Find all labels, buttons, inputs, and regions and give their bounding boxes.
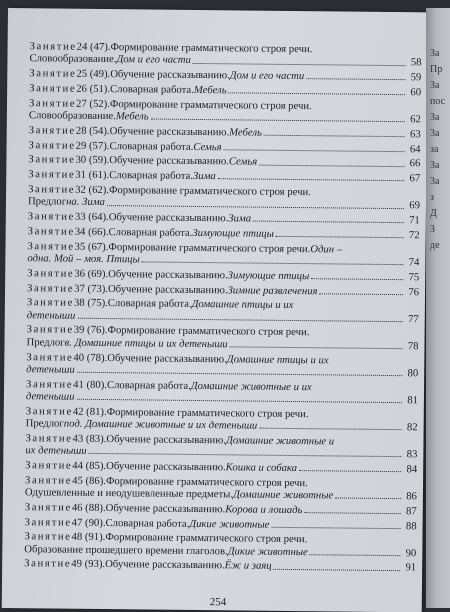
lesson-theme: Домашние птицы и их: [191, 298, 294, 312]
lesson-topic: Формирование грамматического строя речи.: [107, 324, 310, 339]
toc-entry: [27, 267, 419, 283]
toc-line: [25, 459, 417, 475]
lesson-topic: Формирование грамматического строя речи.: [109, 97, 312, 112]
side-fragment: з: [430, 192, 434, 203]
toc-entry: [27, 282, 419, 298]
dot-leader: [229, 93, 406, 96]
toc-line: [25, 516, 417, 532]
lesson-word: Занятие: [24, 515, 72, 529]
lesson-theme: Семья: [228, 155, 258, 168]
side-fragment: де: [430, 240, 440, 251]
lesson-number: 36 (69).: [74, 267, 109, 280]
dot-leader: [320, 293, 404, 295]
toc-entry: [26, 405, 418, 434]
lesson-word: Занятие: [24, 473, 73, 487]
side-fragment: 3а: [430, 128, 440, 139]
toc-entry: [25, 516, 417, 532]
toc-line: [25, 501, 417, 517]
toc-page-number: 82: [406, 421, 418, 434]
lesson-word: Занятие: [27, 210, 75, 223]
lesson-topic: Формирование грамматического строя речи.: [108, 184, 311, 199]
lesson-theme: Корова и лошадь: [225, 503, 303, 516]
lesson-word: Занятие: [25, 432, 73, 445]
lesson-theme: под. Домашние животные и их детеныши: [63, 417, 258, 432]
lesson-word: Занятие: [25, 404, 73, 418]
lesson-topic: Предлог: [27, 195, 67, 208]
lesson-theme: Мебель: [193, 83, 227, 97]
lesson-topic: Формирование грамматического строя речи.: [105, 531, 308, 546]
lesson-number: 28 (54).: [75, 124, 110, 137]
lesson-topic: Обучение рассказыванию.: [106, 432, 227, 447]
lesson-theme: Мебель: [229, 126, 262, 139]
lesson-number: 45 (86).: [72, 474, 107, 487]
lesson-topic: Обучение рассказыванию.: [106, 459, 226, 474]
lesson-number: 49 (93).: [71, 558, 106, 571]
lesson-topic: Словарная работа.: [107, 297, 192, 311]
dot-leader: [310, 554, 401, 556]
lesson-theme: детеныши: [25, 390, 75, 403]
side-fragment: пос: [430, 96, 446, 107]
toc-page-number: 69: [409, 199, 421, 212]
lesson-topic: Обучение рассказыванию.: [105, 501, 226, 516]
lesson-topic: Словообразование.: [29, 52, 117, 66]
lesson-theme: Зима: [228, 212, 252, 225]
book-page: [2, 8, 428, 612]
lesson-theme: Мебель: [115, 110, 149, 123]
dot-leader: [76, 399, 401, 403]
dot-leader: [259, 428, 401, 430]
lesson-number: 26 (51).: [76, 82, 111, 95]
lesson-number: 34 (66).: [74, 225, 109, 238]
dot-leader: [306, 79, 405, 81]
dot-leader: [77, 372, 402, 376]
lesson-theme: Зимующие птицы: [227, 269, 310, 282]
lesson-number: 30 (59).: [75, 154, 110, 167]
lesson-word: Занятие: [28, 153, 76, 167]
lesson-theme: Зимние развлечения: [227, 283, 318, 297]
lesson-number: 31 (61).: [75, 168, 110, 182]
toc-line: [28, 210, 420, 226]
lesson-word: Занятие: [26, 377, 74, 391]
toc-line: [28, 225, 420, 241]
lesson-theme: Зима: [192, 170, 216, 183]
toc-page-number: 64: [409, 142, 421, 155]
dot-leader: [264, 135, 405, 137]
lesson-number: 38 (75).: [73, 297, 108, 310]
lesson-word: Занятие: [28, 124, 76, 137]
lesson-number: 32 (62).: [75, 183, 110, 197]
toc-entry: [29, 124, 421, 140]
toc-entry: [29, 67, 421, 83]
lesson-theme: Кошка и собака: [225, 461, 298, 474]
toc-line: [28, 168, 420, 184]
dot-leader: [311, 278, 403, 280]
toc-entry: [26, 351, 418, 380]
toc-entry: [29, 82, 421, 98]
toc-entry: [25, 501, 417, 517]
table-of-contents: [24, 40, 422, 576]
lesson-topic: Обучение рассказыванию.: [109, 154, 229, 168]
toc-line: [29, 67, 421, 83]
lesson-theme: Домашние животные и их: [190, 379, 312, 393]
lesson-number: 44 (85).: [72, 459, 107, 472]
lesson-number: 43 (83).: [72, 432, 107, 445]
lesson-number: 33 (64).: [74, 210, 109, 224]
toc-page-number: 63: [409, 127, 421, 141]
lesson-topic: Словарная работа.: [106, 378, 191, 392]
lesson-topic: Словарная работа.: [109, 169, 194, 183]
lesson-topic: Обучение рассказыванию.: [108, 211, 229, 225]
lesson-theme: одна. Мой – моя. Птицы: [27, 252, 140, 266]
toc-page-number: 75: [408, 270, 420, 284]
lesson-theme: в. Домашние птицы и их детеныши: [64, 336, 228, 351]
lesson-theme: Дом и его части: [116, 53, 191, 67]
side-fragment: За: [430, 80, 440, 91]
toc-entry: [24, 558, 416, 574]
toc-page-number: 62: [410, 113, 421, 126]
toc-line: [29, 82, 421, 98]
side-fragment: За: [430, 160, 440, 171]
lesson-theme: Зимующие птицы: [192, 226, 274, 240]
lesson-word: Занятие: [27, 239, 75, 253]
toc-entry: [24, 531, 416, 560]
lesson-word: Занятие: [24, 530, 72, 544]
lesson-word: Занятие: [26, 296, 75, 310]
toc-page-number: 80: [407, 367, 419, 380]
lesson-word: Занятие: [26, 350, 74, 364]
lesson-word: Занятие: [28, 183, 76, 196]
adjacent-page-edge: [426, 8, 450, 608]
toc-line: [28, 154, 420, 170]
lesson-theme: Дом и его части: [229, 69, 305, 83]
toc-page-number: 87: [406, 504, 417, 518]
lesson-word: Занятие: [29, 40, 77, 53]
toc-page-number: 76: [408, 285, 420, 298]
toc-page-number: 88: [405, 519, 417, 532]
dot-leader: [89, 453, 402, 457]
toc-entry: [28, 225, 420, 241]
lesson-theme: Ёж и заяц: [224, 559, 272, 573]
lesson-theme: их детеныши: [25, 444, 87, 457]
lesson-topic: Предлог: [25, 417, 64, 430]
lesson-word: Занятие: [28, 96, 77, 110]
toc-line: [24, 558, 416, 574]
lesson-word: Занятие: [25, 459, 73, 472]
lesson-word: Занятие: [29, 67, 77, 80]
toc-entry: [27, 297, 419, 326]
lesson-word: Занятие: [28, 138, 76, 152]
lesson-topic: Формирование грамматического строя речи.: [106, 405, 309, 420]
lesson-theme: Дикие животные: [189, 517, 270, 531]
lesson-number: 42 (81).: [72, 405, 107, 418]
lesson-theme: Домашние птицы и их: [226, 352, 329, 366]
lesson-topic: Словарная работа.: [109, 139, 194, 153]
toc-page-number: 67: [409, 172, 421, 185]
side-fragment: За: [430, 112, 440, 123]
side-fragment: Пр: [430, 64, 443, 75]
dot-leader: [151, 119, 405, 123]
toc-line: [29, 124, 421, 140]
side-fragment: за: [430, 144, 439, 155]
toc-page-number: 86: [406, 490, 417, 503]
lesson-word: Занятие: [29, 82, 77, 95]
toc-page-number: 72: [408, 229, 420, 242]
lesson-topic: Предлог: [26, 335, 65, 349]
lesson-topic: Словарная работа.: [110, 82, 194, 96]
dot-leader: [224, 149, 405, 152]
dot-leader: [271, 527, 400, 529]
lesson-theme: Дикие животные: [227, 545, 308, 558]
toc-page-number: 81: [407, 394, 418, 407]
toc-entry: [27, 240, 419, 269]
toc-page-number: 71: [409, 214, 420, 227]
lesson-topic: Обучение рассказыванию.: [105, 558, 225, 572]
lesson-number: 39 (76).: [73, 324, 108, 337]
lesson-topic: Формирование грамматического строя речи.: [110, 41, 313, 56]
page-number: 254: [209, 596, 227, 609]
toc-page-number: 83: [406, 448, 418, 461]
lesson-theme: Семья: [193, 140, 222, 153]
dot-leader: [274, 569, 401, 571]
toc-entry: [25, 459, 417, 475]
lesson-topic: Обучение рассказыванию.: [108, 267, 228, 282]
toc-page-number: 84: [406, 463, 418, 476]
toc-page-number: 59: [410, 71, 422, 84]
dot-leader: [253, 221, 404, 224]
lesson-topic: Обучение рассказыванию.: [110, 68, 230, 82]
toc-entry: [28, 210, 420, 226]
lesson-number: 25 (49).: [76, 67, 111, 81]
lesson-theme: на. Зима: [66, 195, 106, 209]
toc-page-number: 91: [405, 561, 417, 574]
lesson-number: 29 (57).: [75, 139, 110, 152]
dot-leader: [230, 346, 403, 349]
toc-page-number: 74: [408, 256, 420, 269]
lesson-word: Занятие: [27, 281, 75, 295]
toc-entry: [25, 432, 417, 461]
dot-leader: [335, 498, 401, 500]
side-fragment: З: [430, 224, 436, 235]
side-fragment: За: [430, 48, 440, 59]
lesson-topic: Обучение рассказыванию.: [107, 351, 227, 365]
lesson-theme: Домашние животные и: [225, 434, 335, 448]
lesson-theme: Домашние животные: [233, 488, 334, 502]
toc-page-number: 77: [408, 312, 419, 325]
dot-leader: [304, 512, 400, 514]
lesson-number: 24 (47).: [76, 40, 111, 54]
lesson-word: Занятие: [28, 168, 76, 181]
dot-leader: [218, 179, 404, 182]
lesson-topic: Словообразование.: [28, 109, 116, 123]
lesson-word: Занятие: [24, 557, 72, 571]
lesson-topic: Словарная работа.: [105, 516, 190, 530]
lesson-topic: Формирование грамматического строя речи.: [105, 474, 308, 489]
toc-entry: [29, 97, 421, 126]
toc-page-number: 66: [409, 157, 421, 170]
toc-line: [29, 139, 421, 155]
toc-page-number: 90: [405, 546, 417, 559]
lesson-theme: детеныши: [26, 308, 76, 322]
toc-page-number: 60: [410, 86, 422, 99]
lesson-theme: Один –: [310, 242, 343, 256]
lesson-number: 35 (67).: [74, 240, 109, 253]
dot-leader: [193, 63, 406, 66]
dot-leader: [107, 205, 404, 209]
toc-entry: [28, 154, 420, 170]
lesson-number: 27 (52).: [76, 97, 110, 110]
lesson-number: 46 (88).: [71, 501, 106, 514]
lesson-topic: Словарная работа.: [108, 225, 193, 239]
toc-entry: [28, 168, 420, 184]
lesson-number: 48 (91).: [71, 531, 106, 544]
toc-entry: [25, 474, 417, 503]
lesson-topic: Формирование грамматического строя речи.: [108, 240, 311, 255]
toc-entry: [28, 183, 420, 212]
toc-entry: [29, 139, 421, 155]
dot-leader: [142, 262, 404, 266]
lesson-theme: детеныши: [26, 363, 75, 376]
side-fragment: 3а: [430, 176, 440, 187]
dot-leader: [77, 318, 402, 322]
toc-entry: [26, 378, 418, 407]
lesson-number: 37 (73).: [74, 282, 109, 295]
toc-entry: [29, 40, 421, 69]
toc-line: [27, 282, 419, 298]
toc-entry: [26, 324, 418, 353]
lesson-topic: Обучение рассказыванию.: [107, 282, 228, 296]
dot-leader: [259, 164, 404, 167]
lesson-word: Занятие: [24, 501, 72, 514]
toc-page-number: 58: [410, 56, 422, 69]
lesson-word: Занятие: [27, 225, 75, 238]
lesson-number: 47 (90).: [71, 516, 106, 529]
dot-leader: [276, 236, 404, 238]
lesson-word: Занятие: [26, 323, 74, 337]
dot-leader: [299, 470, 401, 472]
lesson-number: 40 (78).: [73, 351, 108, 364]
toc-line: [27, 267, 419, 283]
toc-page-number: 78: [407, 339, 419, 353]
lesson-number: 41 (80).: [73, 378, 108, 391]
side-fragment: Д: [430, 208, 437, 219]
lesson-word: Занятие: [27, 266, 75, 280]
lesson-topic: Одушевленные и неодушевленные предметы.: [24, 486, 234, 501]
lesson-topic: Обучение рассказыванию.: [109, 124, 230, 139]
lesson-topic: Образование прошедшего времени глаголов.: [24, 542, 228, 558]
